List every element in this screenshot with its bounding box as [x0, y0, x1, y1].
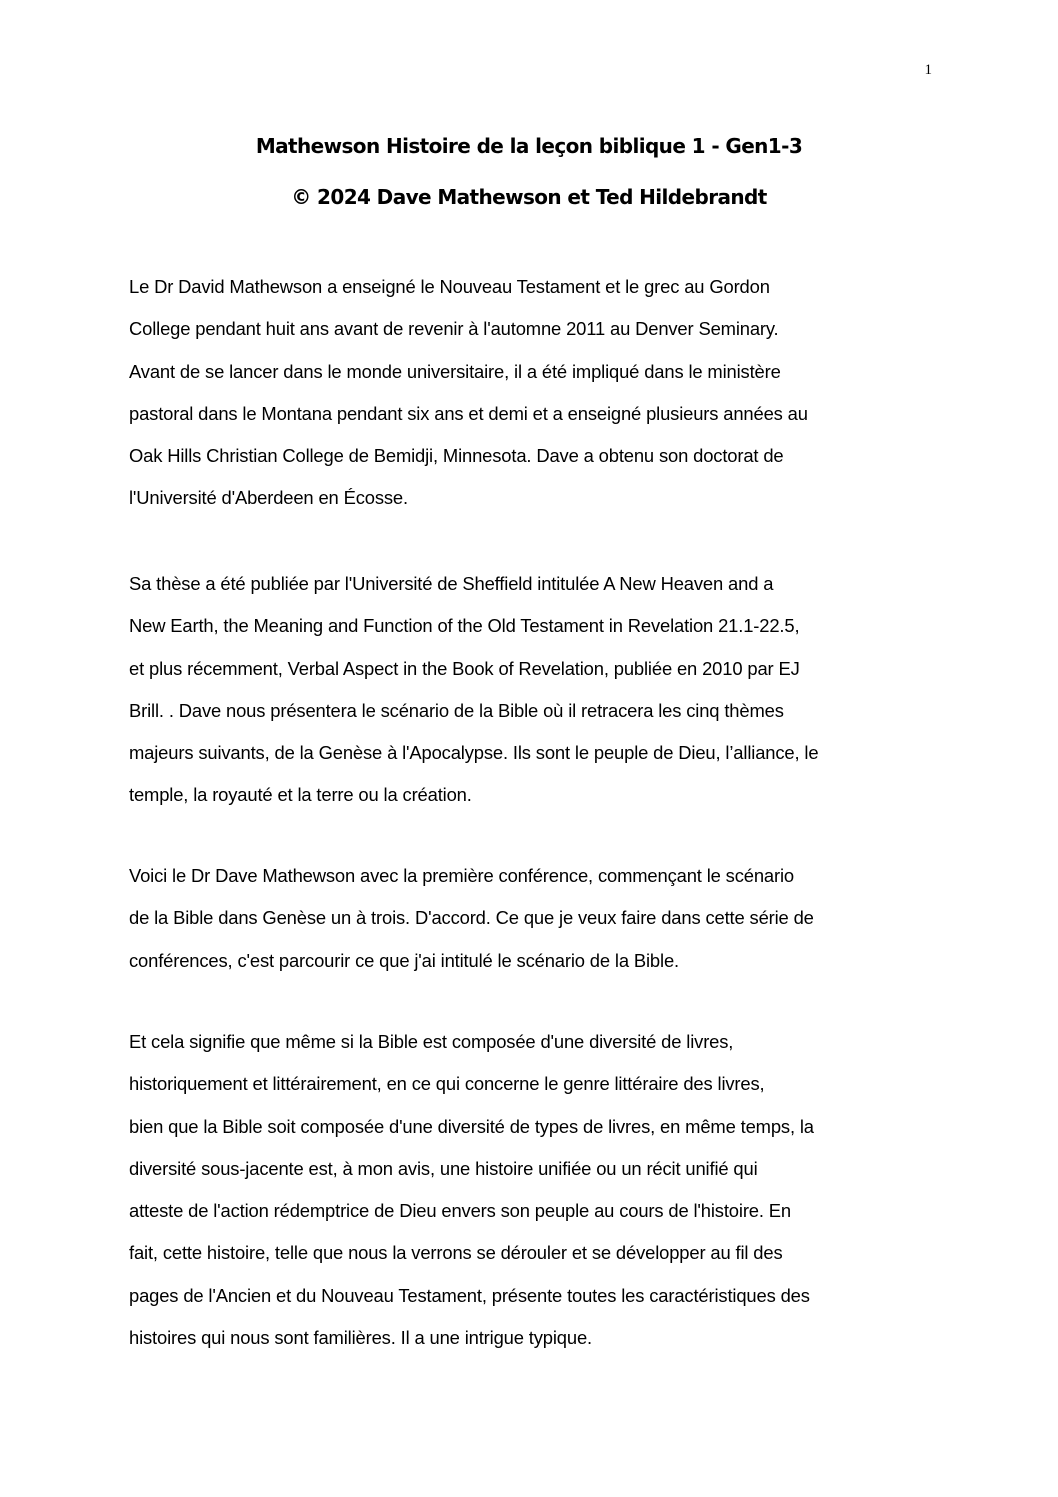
text-line: l'Université d'Aberdeen en Écosse.	[129, 487, 408, 509]
text-line: diversité sous-jacente est, à mon avis, une histoire unifiée ou un récit unifié qui	[129, 1157, 758, 1179]
text-line: historiquement et littérairement, en ce qui concerne le genre littéraire des livres,	[129, 1073, 765, 1095]
text-line: fait, cette histoire, telle que nous la verrons se dérouler et se développer au fil des	[129, 1242, 783, 1264]
text-line: Oak Hills Christian College de Bemidji, Minnesota. Dave a obtenu son doctorat de	[129, 445, 784, 467]
text-line: Voici le Dr Dave Mathewson avec la première conférence, commençant le scénario	[129, 865, 794, 886]
text-line: majeurs suivants, de la Genèse à l'Apocalypse. Ils sont le peuple de Dieu, l’alliance, le	[129, 742, 819, 764]
text-line: College pendant huit ans avant de revenir à l'automne 2011 au Denver Seminary.	[129, 318, 779, 340]
text-line: histoires qui nous sont familières. Il a une intrigue typique.	[129, 1327, 592, 1349]
copyright-line: © 2024 Dave Mathewson et Ted Hildebrandt	[291, 185, 767, 209]
document-title: Mathewson Histoire de la leçon biblique 1 - Gen1-3	[255, 134, 803, 158]
text-line: et plus récemment, Verbal Aspect in the Book of Revelation, publiée en 2010 par EJ	[129, 657, 800, 679]
text-line: temple, la royauté et la terre ou la création.	[129, 784, 472, 806]
page-number: 1	[924, 62, 932, 78]
paragraph-introduction	[129, 855, 949, 982]
text-line: bien que la Bible soit composée d'une diversité de types de livres, en même temps, la	[129, 1115, 814, 1137]
text-line: Brill. . Dave nous présentera le scénario de la Bible où il retracera les cinq thèmes	[129, 699, 784, 721]
text-line: pastoral dans le Montana pendant six ans et demi et a enseigné plusieurs années au	[129, 402, 808, 424]
text-line: pages de l'Ancien et du Nouveau Testament, présente toutes les caractéristiques des	[129, 1284, 810, 1306]
paragraph-biography	[129, 266, 949, 520]
text-line: Et cela signifie que même si la Bible est composée d'une diversité de livres,	[129, 1031, 734, 1052]
text-line: Sa thèse a été publiée par l'Université de Sheffield intitulée A New Heaven and a	[129, 573, 774, 594]
text-line: New Earth, the Meaning and Function of the Old Testament in Revelation 21.1-22.5,	[129, 615, 800, 637]
text-line: Le Dr David Mathewson a enseigné le Nouveau Testament et le grec au Gordon	[129, 276, 770, 297]
text-line: conférences, c'est parcourir ce que j'ai intitulé le scénario de la Bible.	[129, 949, 679, 971]
paragraph-story	[129, 1021, 949, 1359]
text-line: atteste de l'action rédemptrice de Dieu envers son peuple au cours de l'histoire. En	[129, 1200, 791, 1222]
paragraph-publications	[129, 563, 949, 817]
text-line: Avant de se lancer dans le monde universitaire, il a été impliqué dans le ministère	[129, 360, 781, 382]
text-line: de la Bible dans Genèse un à trois. D'accord. Ce que je veux faire dans cette série de	[129, 907, 814, 929]
